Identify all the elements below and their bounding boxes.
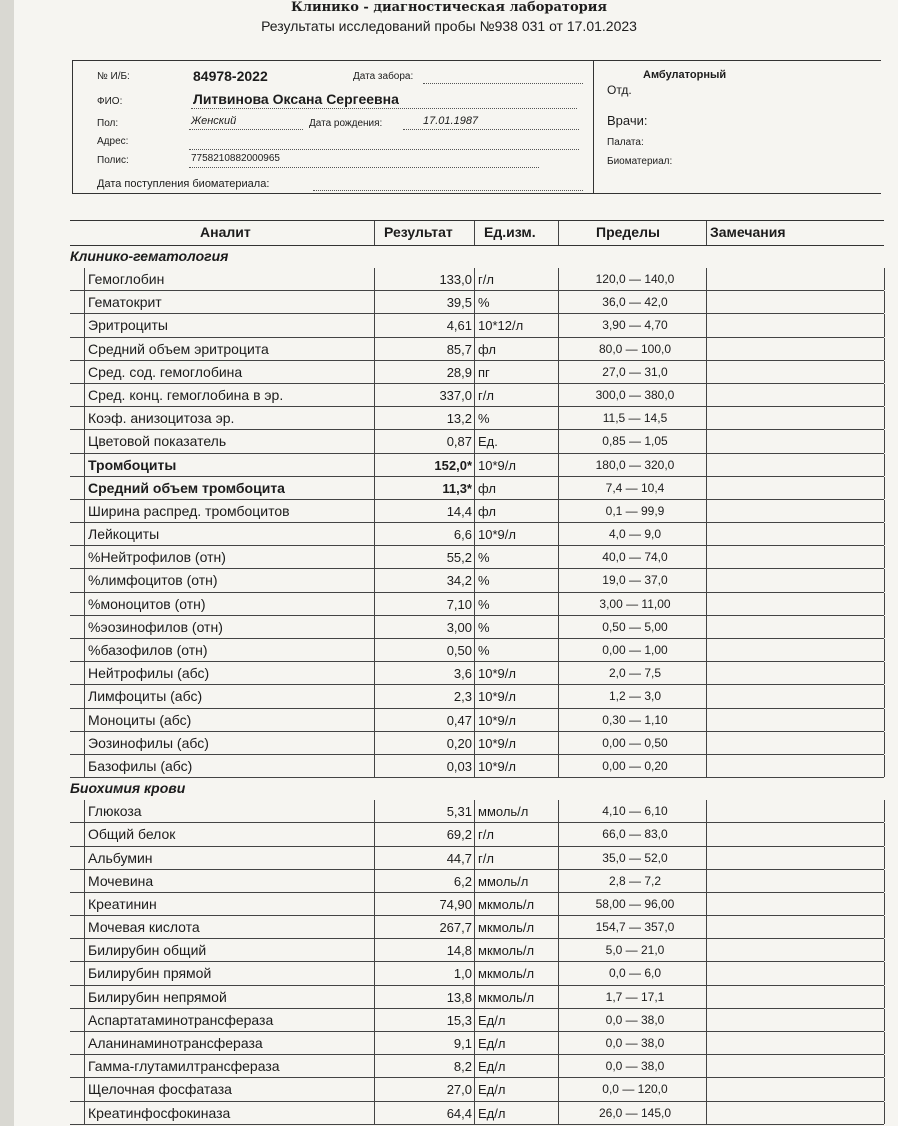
col-notes: Замечания: [710, 224, 786, 240]
limits-value: 0,0 — 38,0: [605, 1036, 665, 1050]
result-value: 28,9: [446, 364, 472, 380]
result-value: 14,4: [446, 503, 472, 519]
patient-info-box: [72, 60, 881, 194]
limits-value: 66,0 — 83,0: [602, 827, 668, 842]
result-value: 133,0: [439, 272, 472, 287]
name-value: Литвинова Оксана Сергеевна: [193, 91, 399, 107]
unit-value: %: [478, 295, 490, 311]
birth-line: [403, 129, 579, 130]
result-value: 2,3: [453, 689, 472, 705]
analyte-name: Билирубин прямой: [88, 965, 212, 982]
analyte-name: Билирубин непрямой: [88, 988, 227, 1005]
received-label: Дата поступления биоматериала:: [97, 178, 270, 190]
limits-value: 0,85 — 1,05: [602, 434, 668, 449]
table-row: [70, 800, 884, 823]
table-row: [70, 593, 884, 616]
unit-value: мкмоль/л: [478, 896, 535, 912]
limits-value: 1,7 — 17,1: [605, 989, 665, 1004]
limits-value: 26,0 — 145,0: [598, 1105, 672, 1120]
policy-line: [189, 167, 539, 168]
analyte-name: Тромбоциты: [88, 456, 177, 473]
sex-label: Пол:: [97, 118, 119, 129]
result-value: 1,0: [453, 966, 472, 982]
limits-value: 27,0 — 31,0: [602, 364, 668, 379]
analyte-name: Ширина распред. тромбоцитов: [88, 502, 290, 519]
limits-value: 0,0 — 38,0: [605, 1059, 665, 1074]
limits-value: 4,10 — 6,10: [602, 804, 668, 819]
result-value: 6,6: [453, 527, 472, 543]
analyte-name: Мочевая кислота: [88, 919, 200, 936]
limits-value: 0,00 — 0,20: [602, 758, 668, 773]
limits-value: 35,0 — 52,0: [602, 850, 668, 865]
result-value: 34,2: [446, 573, 472, 589]
unit-value: г/л: [478, 827, 494, 843]
unit-value: %: [478, 619, 490, 635]
sex-value: Женский: [191, 115, 237, 127]
policy-label: Полис:: [97, 155, 129, 166]
table-row: [70, 685, 884, 708]
analyte-name: Общий белок: [88, 826, 176, 843]
table-row: [70, 477, 884, 500]
table-row: [70, 662, 884, 685]
col-unit: Ед.изм.: [484, 224, 536, 240]
unit-value: мкмоль/л: [478, 943, 535, 959]
table-row: [70, 823, 884, 846]
unit-value: %: [478, 573, 490, 589]
analyte-name: Билирубин общий: [88, 942, 207, 959]
result-value: 8,2: [453, 1059, 472, 1075]
result-value: 3,6: [453, 666, 472, 682]
table-row: [70, 962, 884, 985]
result-value: 0,50: [446, 643, 472, 658]
col-limits: Пределы: [596, 224, 660, 240]
table-row: [70, 939, 884, 962]
analyte-name: Средний объем эритроцита: [88, 340, 269, 357]
result-value: 13,8: [446, 989, 472, 1005]
unit-value: 10*9/л: [478, 758, 516, 774]
birth-value: 17.01.1987: [423, 115, 479, 127]
table-row: [70, 500, 884, 523]
limits-value: 11,5 — 14,5: [602, 411, 668, 426]
result-value: 152,0*: [434, 457, 472, 473]
lab-title: Клинико - диагностическая лаборатория: [291, 0, 607, 15]
address-line: [189, 149, 579, 150]
policy-value: 7758210882000965: [191, 153, 280, 164]
unit-value: г/л: [478, 272, 494, 287]
analyte-name: Глюкоза: [88, 803, 142, 820]
table-row: [70, 523, 884, 546]
name-label: ФИО:: [97, 96, 123, 107]
result-value: 64,4: [446, 1105, 472, 1121]
unit-value: %: [478, 550, 490, 566]
analyte-name: Щелочная фосфатаза: [88, 1081, 232, 1098]
table-row: [70, 454, 884, 477]
result-value: 0,47: [446, 712, 472, 728]
header-divider: [593, 61, 594, 193]
result-value: 5,31: [446, 804, 472, 820]
table-row: [70, 986, 884, 1009]
unit-value: Ед/л: [478, 1105, 506, 1121]
table-row: [70, 268, 884, 291]
result-value: 69,2: [446, 827, 472, 843]
sample-subtitle: Результаты исследований пробы №938 031 от 17.01.2023: [261, 18, 637, 34]
limits-value: 0,30 — 1,10: [602, 712, 668, 727]
limits-value: 120,0 — 140,0: [595, 272, 675, 286]
unit-value: ммоль/л: [478, 804, 529, 820]
analyte-name: %лимфоцитов (отн): [88, 572, 218, 589]
limits-value: 58,00 — 96,00: [595, 896, 675, 911]
limits-value: 154,7 — 357,0: [595, 920, 675, 935]
limits-value: 36,0 — 42,0: [602, 295, 668, 310]
unit-value: мкмоль/л: [478, 989, 535, 1005]
table-row: [70, 569, 884, 592]
unit-value: Ед/л: [478, 1036, 506, 1051]
analyte-name: %эозинофилов (отн): [88, 618, 223, 635]
analyte-name: Эритроциты: [88, 317, 168, 334]
result-value: 74,90: [439, 896, 472, 912]
result-value: 11,3*: [442, 480, 472, 496]
col-analyte: Аналит: [200, 224, 251, 240]
result-value: 39,5: [446, 295, 472, 311]
col-result: Результат: [384, 224, 453, 240]
table-row: [70, 709, 884, 732]
result-value: 0,87: [446, 434, 472, 450]
unit-value: пг: [478, 364, 490, 380]
result-value: 337,0: [439, 387, 472, 403]
table-row: [70, 755, 884, 778]
unit-value: %: [478, 411, 490, 427]
unit-value: мкмоль/л: [478, 966, 535, 982]
limits-value: 5,0 — 21,0: [605, 943, 665, 958]
unit-value: 10*12/л: [478, 318, 524, 334]
analyte-name: %базофилов (отн): [88, 642, 208, 658]
result-value: 14,8: [446, 943, 472, 959]
unit-value: фл: [478, 503, 496, 519]
limits-value: 0,1 — 99,9: [605, 503, 665, 518]
id-label: № И/Б:: [97, 71, 130, 82]
unit-value: 10*9/л: [478, 712, 516, 728]
analyte-name: Цветовой показатель: [88, 433, 227, 450]
limits-value: 1,2 — 3,0: [608, 689, 662, 704]
result-value: 85,7: [446, 341, 472, 357]
limits-value: 2,8 — 7,2: [608, 873, 662, 888]
result-value: 6,2: [453, 873, 472, 889]
table-row: [70, 916, 884, 939]
table-row: [70, 893, 884, 916]
limits-value: 0,00 — 0,50: [602, 735, 668, 750]
analyte-name: Альбумин: [88, 849, 153, 866]
address-label: Адрес:: [97, 136, 129, 147]
unit-value: %: [478, 643, 490, 658]
sex-line: [189, 129, 303, 130]
table-row: [70, 430, 884, 453]
analyte-name: Креатинин: [88, 895, 157, 912]
unit-value: фл: [478, 480, 496, 496]
limits-value: 300,0 — 380,0: [595, 387, 675, 402]
limits-value: 80,0 — 100,0: [598, 341, 672, 356]
limits-value: 4,0 — 9,0: [608, 527, 662, 542]
limits-value: 7,4 — 10,4: [605, 480, 665, 495]
table-row: [70, 1032, 884, 1055]
limits-value: 0,0 — 120,0: [602, 1082, 668, 1097]
unit-value: 10*9/л: [478, 689, 516, 705]
limits-value: 180,0 — 320,0: [595, 457, 675, 472]
analyte-name: Креатинфосфокиназа: [88, 1104, 231, 1121]
limits-value: 0,0 — 6,0: [608, 966, 662, 981]
unit-value: мкмоль/л: [478, 920, 535, 936]
analyte-name: Гамма-глутамилтрансфераза: [88, 1058, 280, 1075]
analyte-name: Аланинаминотрансфераза: [88, 1035, 263, 1051]
table-row: [70, 384, 884, 407]
limits-value: 0,00 — 1,00: [602, 643, 668, 657]
unit-value: 10*9/л: [478, 735, 516, 751]
table-row: [70, 1055, 884, 1078]
table-row: [70, 639, 884, 662]
received-line: [313, 190, 583, 191]
limits-value: 0,50 — 5,00: [602, 619, 668, 634]
table-row: [70, 847, 884, 870]
table-row: [70, 616, 884, 639]
biomaterial-label: Биоматериал:: [607, 156, 673, 167]
analyte-name: Коэф. анизоцитоза эр.: [88, 410, 235, 427]
limits-value: 40,0 — 74,0: [602, 550, 668, 565]
result-value: 44,7: [446, 850, 472, 866]
analyte-name: Эозинофилы (абс): [88, 734, 209, 751]
result-value: 0,03: [446, 758, 472, 774]
unit-value: Ед/л: [478, 1012, 506, 1028]
unit-value: Ед/л: [478, 1059, 506, 1075]
result-value: 13,2: [446, 411, 472, 427]
unit-value: г/л: [478, 850, 494, 866]
analyte-name: Сред. конц. гемоглобина в эр.: [88, 386, 284, 403]
unit-value: 10*9/л: [478, 457, 516, 473]
result-value: 9,1: [453, 1036, 472, 1051]
result-value: 15,3: [446, 1012, 472, 1028]
analyte-name: %моноцитов (отн): [88, 595, 206, 612]
unit-value: Ед/л: [478, 1082, 506, 1098]
table-row: [70, 338, 884, 361]
result-value: 27,0: [446, 1082, 472, 1098]
table-row: [70, 407, 884, 430]
id-value: 84978-2022: [193, 68, 268, 84]
result-value: 0,20: [446, 735, 472, 751]
section-title: Биохимия крови: [70, 780, 186, 797]
doctors-label: Врачи:: [607, 113, 648, 128]
unit-value: ммоль/л: [478, 873, 529, 889]
result-value: 267,7: [439, 920, 472, 936]
table-row: [70, 732, 884, 755]
table-row: [70, 291, 884, 314]
table-row: [70, 361, 884, 384]
unit-value: 10*9/л: [478, 666, 516, 682]
unit-value: %: [478, 596, 490, 612]
unit-value: фл: [478, 341, 496, 357]
analyte-name: Средний объем тромбоцита: [88, 479, 285, 496]
table-row: [70, 546, 884, 569]
name-line: [191, 108, 577, 109]
unit-value: Ед.: [478, 434, 498, 450]
table-row: [70, 1102, 884, 1125]
analyte-name: Лимфоциты (абс): [88, 688, 203, 705]
table-row: [70, 314, 884, 337]
analyte-name: Сред. сод. гемоглобина: [88, 363, 243, 380]
result-value: 3,00: [446, 619, 472, 635]
ward-label: Палата:: [607, 137, 644, 148]
analyte-name: Лейкоциты: [88, 526, 160, 543]
results-table: [70, 220, 884, 1125]
birth-label: Дата рождения:: [309, 118, 383, 129]
unit-value: г/л: [478, 387, 494, 403]
table-row: [70, 1009, 884, 1032]
collection-date-label: Дата забора:: [353, 71, 414, 82]
collection-date-line: [423, 83, 583, 84]
dept-label: Отд.: [607, 83, 632, 97]
result-value: 7,10: [446, 596, 472, 612]
limits-value: 3,90 — 4,70: [602, 318, 668, 333]
analyte-name: Нейтрофилы (абс): [88, 665, 210, 682]
limits-value: 0,0 — 38,0: [605, 1012, 665, 1027]
result-value: 4,61: [446, 318, 472, 334]
analyte-name: Гемоглобин: [88, 271, 165, 287]
analyte-name: Аспартатаминотрансфераза: [88, 1011, 274, 1028]
analyte-name: Базофилы (абс): [88, 757, 193, 774]
analyte-name: Моноциты (абс): [88, 711, 192, 728]
result-value: 55,2: [446, 550, 472, 566]
table-row: [70, 870, 884, 893]
limits-value: 19,0 — 37,0: [602, 573, 668, 588]
table-row: [70, 1078, 884, 1101]
limits-value: 2,0 — 7,5: [608, 666, 662, 681]
dept-value: Амбулаторный: [643, 69, 727, 81]
analyte-name: Мочевина: [88, 872, 154, 889]
table-header: [70, 220, 884, 246]
analyte-name: %Нейтрофилов (отн): [88, 549, 226, 566]
section-title: Клинико-гематология: [70, 248, 229, 264]
limits-value: 3,00 — 11,00: [599, 596, 671, 611]
analyte-name: Гематокрит: [88, 294, 162, 311]
unit-value: 10*9/л: [478, 527, 516, 543]
